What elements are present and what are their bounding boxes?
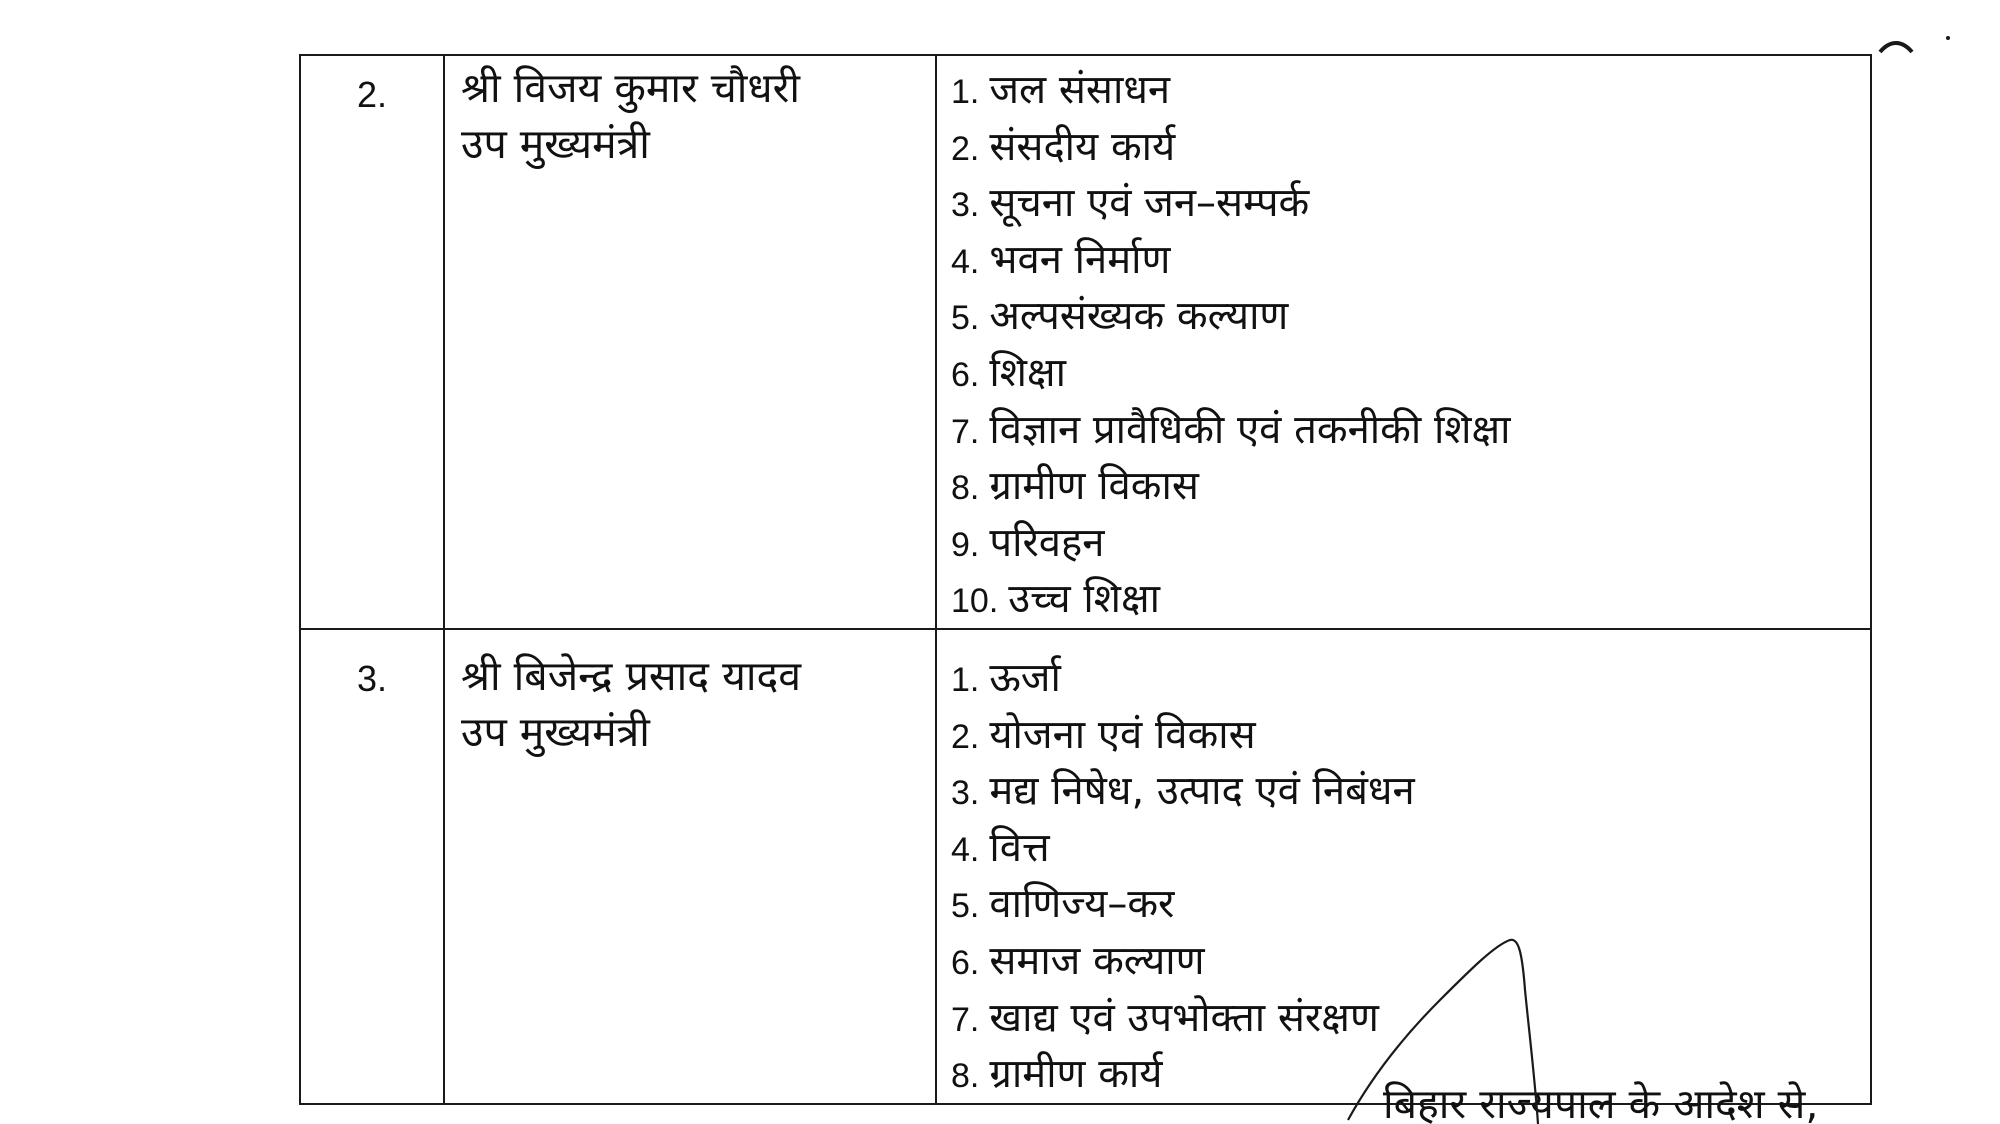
list-item bbox=[951, 650, 1870, 707]
list-item bbox=[951, 119, 1870, 176]
list-item bbox=[951, 820, 1870, 877]
department-name: वाणिज्य–कर bbox=[989, 881, 1175, 928]
minister-name-cell bbox=[444, 629, 936, 1104]
department-number: 7. bbox=[951, 412, 980, 451]
department-number: 2. bbox=[951, 717, 980, 756]
department-name: ग्रामीण विकास bbox=[989, 463, 1199, 510]
departments-cell bbox=[936, 55, 1871, 629]
department-name: ऊर्जा bbox=[989, 654, 1061, 701]
list-item bbox=[951, 458, 1870, 515]
department-number: 1. bbox=[951, 73, 980, 111]
table-row bbox=[300, 629, 1871, 1104]
department-name: वित्त bbox=[989, 824, 1050, 871]
department-name: समाज कल्याण bbox=[989, 937, 1205, 984]
list-item bbox=[951, 288, 1870, 345]
department-number: 8. bbox=[951, 469, 980, 508]
department-list bbox=[937, 62, 1870, 628]
department-name: सूचना एवं जन–सम्पर्क bbox=[989, 180, 1310, 227]
list-item bbox=[951, 876, 1870, 933]
department-number: 6. bbox=[951, 943, 980, 982]
department-name: संसदीय कार्य bbox=[989, 123, 1176, 170]
serial-number: 3. bbox=[300, 629, 444, 1104]
list-item bbox=[951, 707, 1870, 764]
department-number: 3. bbox=[951, 186, 980, 225]
department-name: योजना एवं विकास bbox=[989, 711, 1256, 758]
departments-cell bbox=[936, 629, 1871, 1104]
list-item bbox=[951, 232, 1870, 289]
department-number: 4. bbox=[951, 242, 980, 281]
department-name: ग्रामीण कार्य bbox=[989, 1051, 1163, 1098]
department-number: 10. bbox=[951, 582, 999, 621]
department-name: अल्पसंख्यक कल्याण bbox=[989, 293, 1289, 340]
department-list bbox=[937, 650, 1870, 1103]
list-item bbox=[951, 571, 1870, 628]
department-name: जल संसाधन bbox=[989, 67, 1171, 113]
department-number: 5. bbox=[951, 299, 980, 338]
department-name: मद्य निषेध, उत्पाद एवं निबंधन bbox=[989, 768, 1415, 815]
department-name: परिवहन bbox=[989, 519, 1105, 566]
department-number: 3. bbox=[951, 774, 980, 813]
department-name: भवन निर्माण bbox=[989, 236, 1171, 283]
department-name: शिक्षा bbox=[989, 349, 1066, 396]
table-row bbox=[300, 55, 1871, 629]
list-item bbox=[951, 990, 1870, 1047]
minister-name: श्री विजय कुमार चौधरी bbox=[461, 64, 801, 112]
department-number: 1. bbox=[951, 660, 980, 699]
department-name: खाद्य एवं उपभोक्ता संरक्षण bbox=[989, 994, 1379, 1041]
list-item bbox=[951, 175, 1870, 232]
department-number: 4. bbox=[951, 830, 980, 869]
list-item bbox=[951, 62, 1870, 119]
department-name: विज्ञान प्रावैधिकी एवं तकनीकी शिक्षा bbox=[989, 406, 1511, 453]
department-number: 2. bbox=[951, 129, 980, 168]
department-number: 9. bbox=[951, 525, 980, 564]
department-number: 6. bbox=[951, 355, 980, 394]
department-number: 5. bbox=[951, 887, 980, 926]
department-number: 7. bbox=[951, 1000, 980, 1039]
list-item bbox=[951, 763, 1870, 820]
list-item bbox=[951, 933, 1870, 990]
department-name: उच्च शिक्षा bbox=[1008, 576, 1160, 623]
serial-number: 2. bbox=[300, 55, 444, 629]
list-item bbox=[951, 402, 1870, 459]
minister-designation: उप मुख्यमंत्री bbox=[461, 707, 650, 756]
minister-designation: उप मुख्यमंत्री bbox=[461, 120, 650, 168]
minister-name: श्री बिजेन्द्र प्रसाद यादव bbox=[461, 651, 802, 700]
department-number: 8. bbox=[951, 1057, 980, 1096]
governor-order-text: बिहार राज्यपाल के आदेश से, bbox=[1383, 1080, 1819, 1124]
ministers-table bbox=[299, 54, 1872, 1105]
list-item bbox=[951, 345, 1870, 402]
minister-name-cell bbox=[444, 55, 936, 629]
list-item bbox=[951, 515, 1870, 572]
corner-mark bbox=[1876, 30, 1956, 70]
